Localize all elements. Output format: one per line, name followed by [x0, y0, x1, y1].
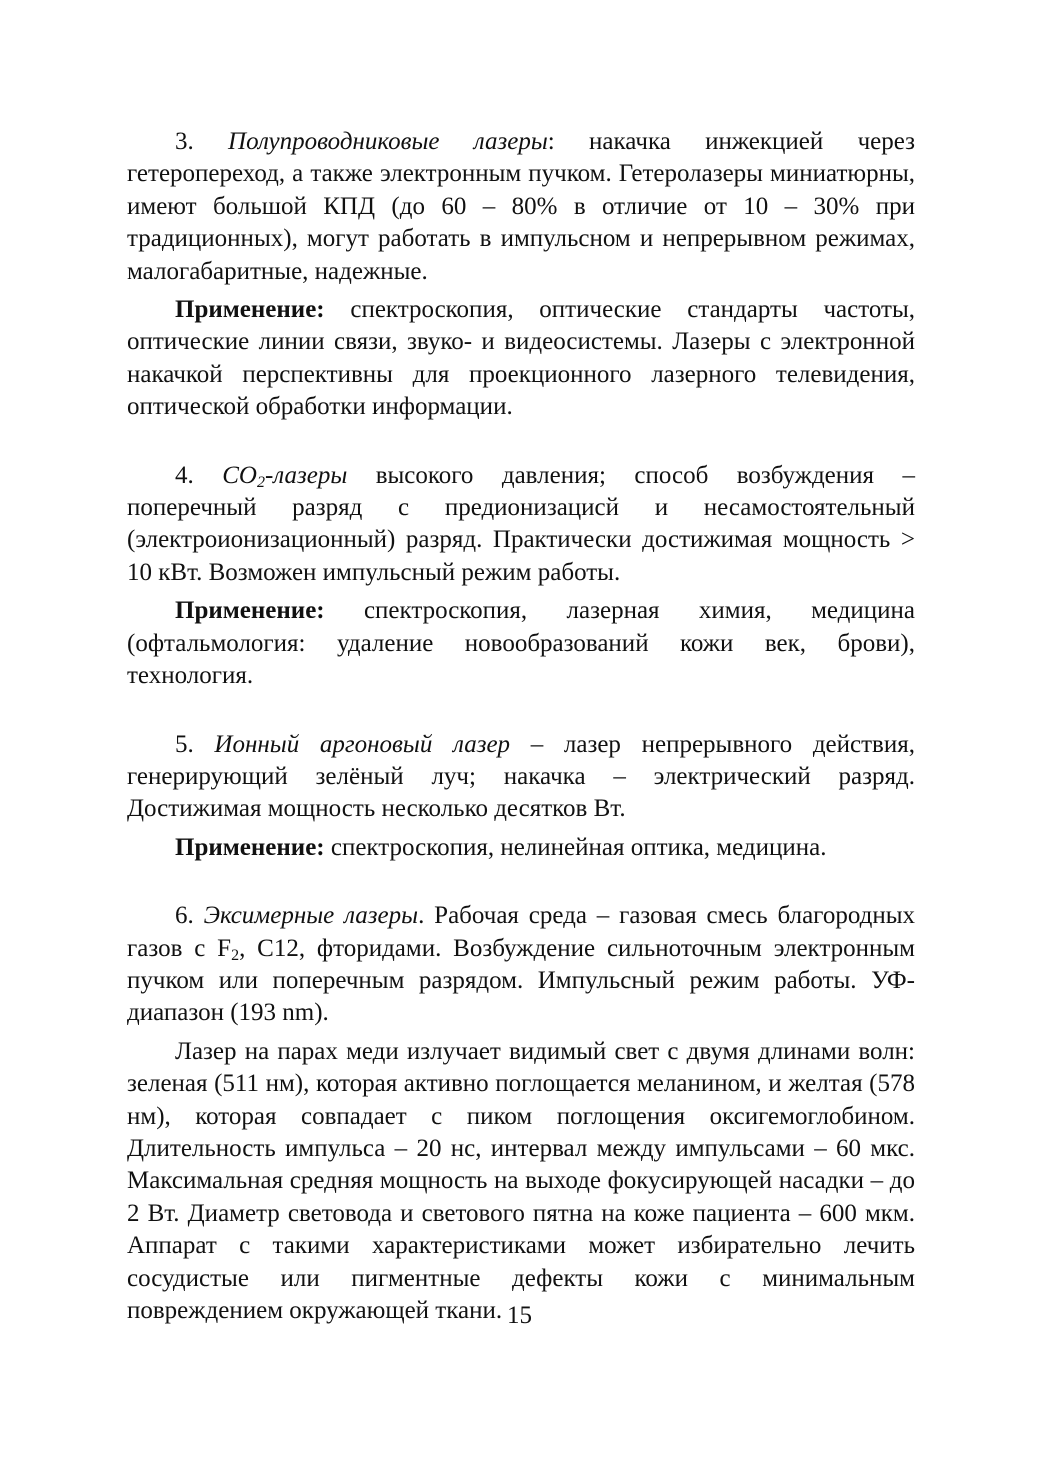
paragraph-text: высокого давления; способ возбуждения – поперечный разряд с предионизацисй и несамостоятельный (электроионизационный) разряд. Практически достижимая мощность > 10 кВт. Возможен импульсный режим работы. — [127, 461, 915, 586]
paragraph-excimer-lasers — [127, 900, 915, 1030]
application-label: Применение: — [175, 597, 325, 625]
item-number: 6. — [175, 902, 204, 930]
application-label: Применение: — [175, 296, 325, 324]
term-semiconductor-lasers: Полупроводниковые лазеры — [228, 128, 548, 155]
formula-subscript: 2 — [231, 946, 240, 964]
term-prefix: CO — [222, 461, 257, 489]
paragraph-co2-lasers — [127, 460, 915, 590]
paragraph-text-a: . Рабочая среда – газовая смесь благородных газов с F — [127, 902, 915, 962]
paragraph-semiconductor-lasers — [127, 126, 915, 288]
paragraph-co2-application — [127, 595, 915, 692]
paragraph-argon-laser — [127, 729, 915, 826]
paragraph-text: – лазер непрерывного действия, генерирующий зелёный луч; накачка – электрический разряд. Достижимая мощность несколько десятков Вт. — [127, 730, 915, 823]
application-text: спектроскопия, оптические стандарты частоты, оптические линии связи, звуко- и видеосистемы. Лазеры с электронной накачкой перспективны для проекционного лазерного телевидения, оптической обработки информации. — [127, 296, 915, 421]
term-subscript: 2 — [256, 473, 265, 491]
paragraph-text-b: , С12, фторидами. Возбуждение сильноточным электронным пучком или поперечным разрядом. Импульсный режим работы. УФ-диапазон (193 nm). — [127, 934, 915, 1027]
item-number: 3. — [175, 128, 229, 155]
page-body — [127, 126, 915, 1327]
paragraph-semiconductor-application — [127, 294, 915, 424]
page-number: 15 — [507, 1302, 532, 1329]
term-co2-lasers — [222, 462, 347, 489]
term-excimer-lasers: Эксимерные лазеры — [203, 902, 419, 930]
term-argon-laser: Ионный аргоновый лазер — [214, 730, 511, 758]
item-number: 5. — [175, 730, 215, 758]
term-suffix: -лазеры — [264, 461, 348, 489]
application-label: Применение: — [175, 833, 325, 861]
application-text: спектроскопия, нелинейная оптика, медицина. — [324, 833, 827, 861]
paragraph-argon-application — [127, 832, 915, 864]
paragraph-copper-vapor-laser: Лазер на парах меди излучает видимый свет с двумя длинами волн: зеленая (511 нм), которая активно поглощается меланином, и желтая (578 нм), которая совпадает с пиком поглощения оксигемоглобином. Длительность импульса – 20 нс, интервал между импульсами – 60 мкс. Максимальная средняя мощность на выходе фокусирующей насадки – до 2 Вт. Диаметр световода и светового пятна на коже пациента – 600 мкм. Аппарат с такими характеристиками может избирательно лечить сосудистые или пигментные дефекты кожи с минимальным повреждением окружающей ткани. — [127, 1037, 915, 1324]
item-number: 4. — [175, 461, 223, 489]
application-text: спектроскопия, лазерная химия, медицина (офтальмология: удаление новообразований кожи век, брови), технология. — [127, 597, 915, 690]
paragraph-text: : накачка инжекцией через гетеропереход, а также электронным пучком. Гетеролазеры миниатюрны, имеют большой КПД (до 60 – 80% в отличие от 10 – 30% при традиционных), могут работать в импульсном и непрерывном режимах, малогабаритные, надежные. — [127, 128, 916, 285]
